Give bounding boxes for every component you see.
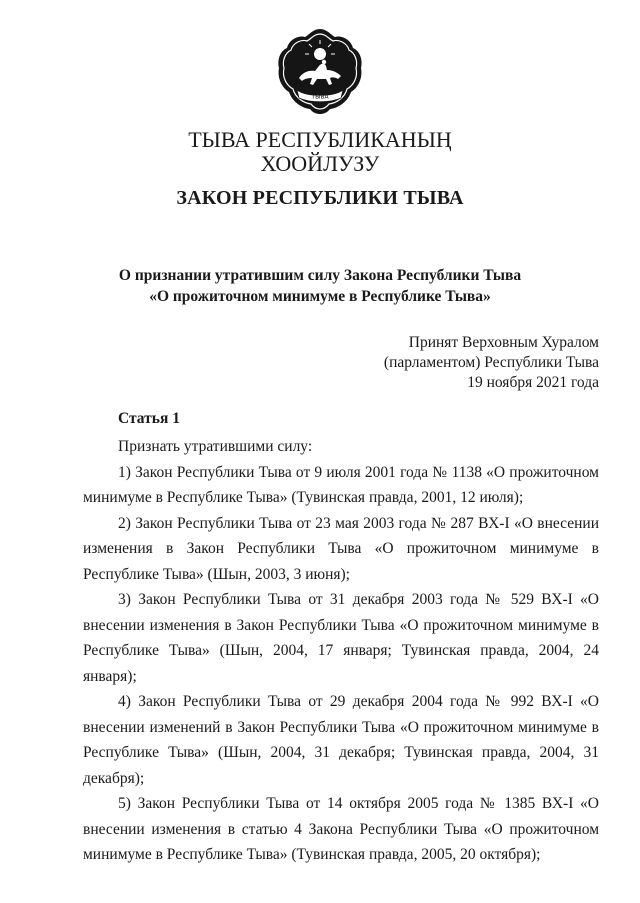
adoption-line-2: (парламентом) Республики Тыва bbox=[383, 354, 599, 371]
law-title: ЗАКОН РЕСПУБЛИКИ ТЫВА bbox=[176, 187, 464, 209]
article-item-3: 3) Закон Республики Тыва от 31 декабря 2003 года № 529 ВХ-I «О внесении изменения в Закон Республики Тыва «О прожиточном минимуме в Республике Тыва» (Шын, 2004, 17 января; Тувинская правда, 2004, 24 января); bbox=[83, 591, 599, 685]
article-item-4: 4) Закон Республики Тыва от 29 декабря 2004 года № 992 ВХ-I «О внесении изменений в Закон Республики Тыва «О прожиточном минимуме в Республике Тыва» (Шын, 2004, 31 декабря; Тувинская правда, 2004, 31 декабря); bbox=[83, 693, 599, 787]
law-subject-line-2: «О прожиточном минимуме в Республике Тыва» bbox=[149, 288, 491, 305]
adoption-date: 19 ноября 2021 года bbox=[467, 374, 599, 391]
tyvan-header bbox=[0, 128, 640, 176]
article-item-2: 2) Закон Республики Тыва от 23 мая 2003 года № 287 ВХ-I «О внесении изменения в Закон Республики Тыва «О прожиточном минимуме в Республике Тыва» (Шын, 2003, 3 июня); bbox=[83, 514, 599, 583]
article-body bbox=[83, 434, 599, 868]
coat-of-arms-emblem bbox=[275, 26, 365, 116]
law-subject-line-1: О признании утратившим силу Закона Республики Тыва bbox=[118, 267, 522, 284]
adoption-line-1: Принят Верховным Хуралом bbox=[408, 334, 599, 351]
law-subject bbox=[0, 265, 640, 307]
tyvan-header-line-1: ТЫВА РЕСПУБЛИКАНЫҢ bbox=[188, 127, 452, 152]
article-heading: Статья 1 bbox=[118, 410, 180, 427]
article-item-5: 5) Закон Республики Тыва от 14 октября 2005 года № 1385 ВХ-I «О внесении изменения в статью 4 Закона Республики Тыва «О прожиточном минимуме в Республике Тыва» (Тувинская правда, 2005, 20 октября); bbox=[83, 795, 599, 863]
tyvan-header-line-2: ХООЙЛУЗУ bbox=[260, 151, 380, 176]
article-item-1: 1) Закон Республики Тыва от 9 июля 2001 года № 1138 «О прожиточном минимуме в Республике Тыва» (Тувинская правда, 2001, 12 июля); bbox=[83, 463, 599, 506]
article-intro: Признать утратившими силу: bbox=[118, 438, 313, 455]
emblem-icon bbox=[275, 26, 365, 116]
emblem-ribbon-text: ТЫВА bbox=[311, 93, 329, 101]
adoption-note bbox=[384, 333, 599, 393]
